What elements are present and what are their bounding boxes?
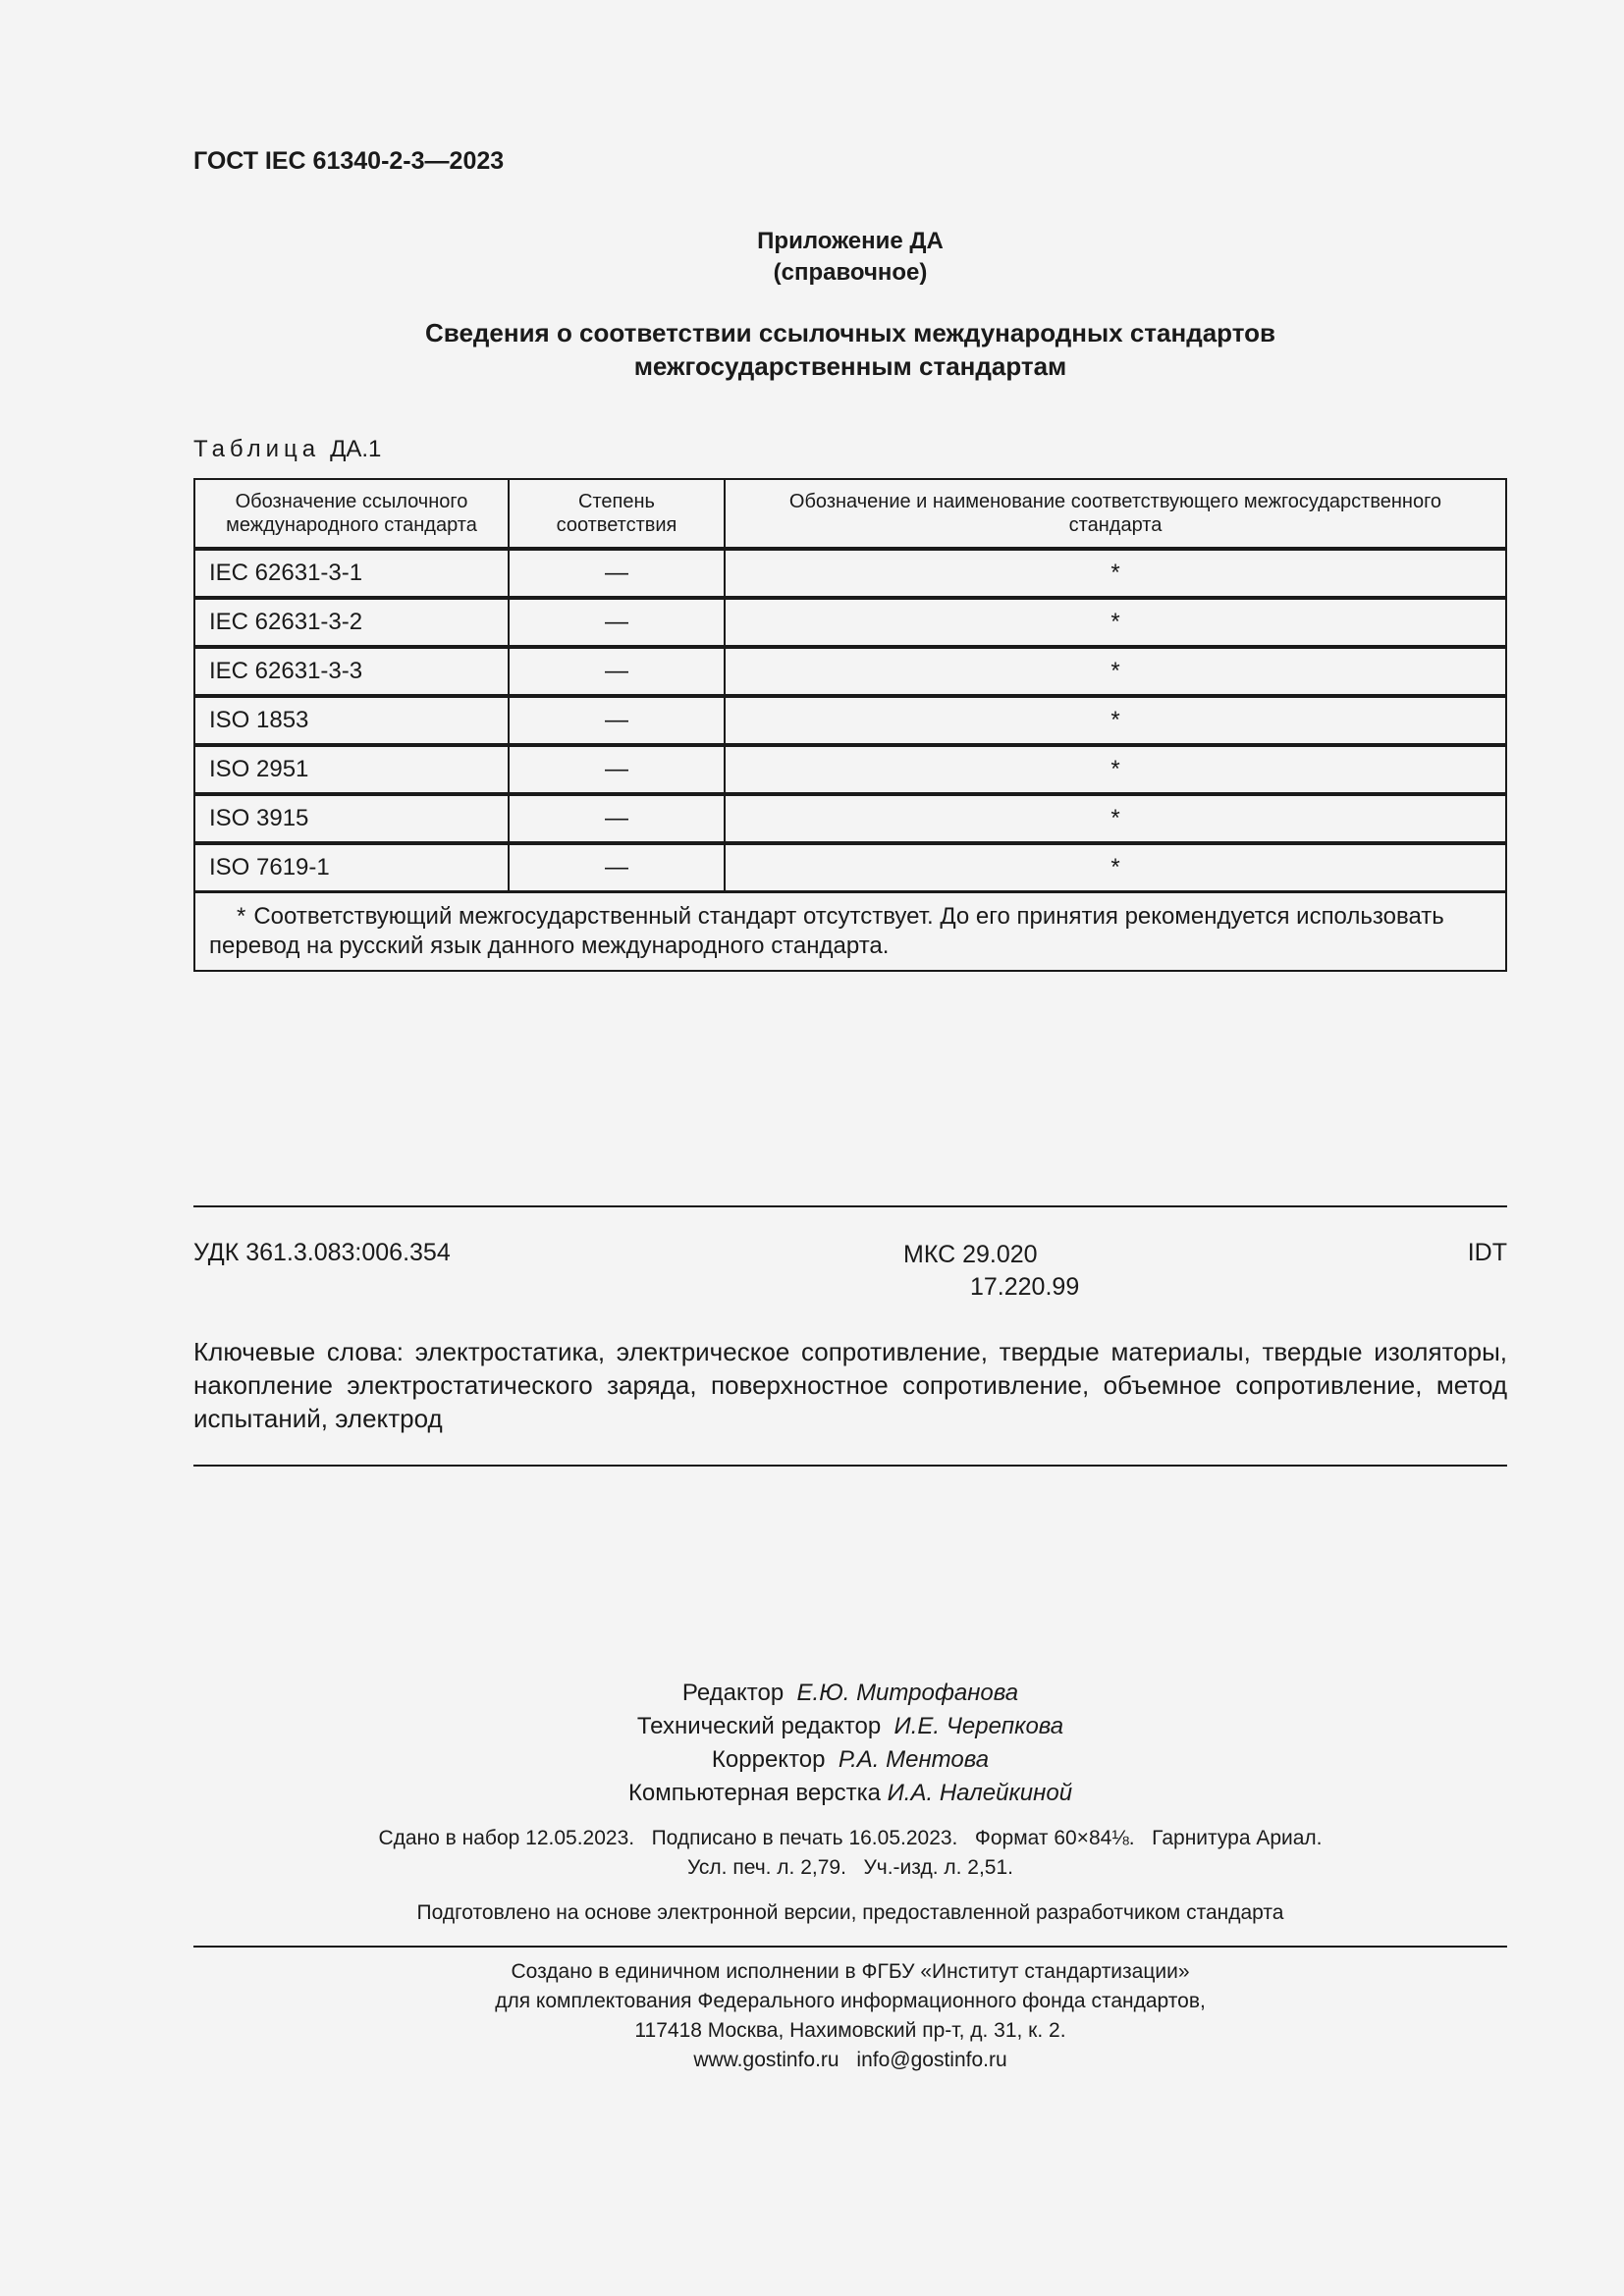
cell-ref: IEC 62631-3-3 [194, 647, 509, 696]
credit-layout-label: Компьютерная верстка [627, 1780, 881, 1806]
document-code: ГОСТ IEC 61340-2-3—2023 [193, 147, 505, 175]
header-ref [194, 479, 509, 549]
table-row [194, 549, 1506, 598]
created-line2: для комплектования Федерального информационного фонда стандартов, [495, 1990, 1206, 2012]
cell-degree: — [509, 549, 725, 598]
cell-ref: IEC 62631-3-1 [194, 549, 509, 598]
email-link[interactable]: info@gostinfo.ru [856, 2049, 1007, 2071]
credits [193, 1677, 1507, 1810]
credit-tech-editor-label: Технический редактор [636, 1713, 882, 1739]
table-row [194, 794, 1506, 843]
header-degree [509, 479, 725, 549]
imprint [193, 1824, 1507, 1883]
header-degree-line1: Степень [578, 491, 655, 512]
header-degree-line2: соответствия [556, 514, 677, 536]
table-row [194, 598, 1506, 647]
created-line1: Создано в единичном исполнении в ФГБУ «Институт стандартизации» [511, 1960, 1190, 1983]
cell-degree: — [509, 794, 725, 843]
header-ref-line2: международного стандарта [226, 514, 477, 536]
appendix-heading [193, 226, 1507, 289]
idt-label: IDT [1467, 1239, 1507, 1266]
cell-name: * [725, 696, 1506, 745]
table-row [194, 843, 1506, 892]
website-link[interactable]: www.gostinfo.ru [693, 2049, 839, 2071]
prepared-note: Подготовлено на основе электронной версии, предоставленной разработчиком стандарта [416, 1901, 1284, 1924]
table-label-word: Таблица [193, 436, 321, 462]
cell-ref: ISO 1853 [194, 696, 509, 745]
credit-editor-name: Е.Ю. Митрофанова [796, 1680, 1019, 1706]
credit-editor [193, 1677, 1507, 1710]
credit-tech-editor-name: И.Е. Черепкова [893, 1713, 1064, 1739]
credit-corrector-label: Корректор [711, 1746, 826, 1773]
credit-layout [193, 1777, 1507, 1810]
udk-code: УДК 361.3.083:006.354 [193, 1239, 451, 1266]
cell-name: * [725, 794, 1506, 843]
cell-name: * [725, 598, 1506, 647]
cell-degree: — [509, 843, 725, 892]
created-links [193, 2046, 1507, 2075]
header-name-line1: Обозначение и наименование соответствующего межгосударственного [788, 491, 1442, 512]
cell-degree: — [509, 598, 725, 647]
divider-top [193, 1205, 1507, 1207]
divider-bottom [193, 1946, 1507, 1948]
appendix-title [193, 316, 1507, 383]
note-asterisk: * [237, 903, 246, 930]
table-row [194, 745, 1506, 794]
mks-code-1: МКС 29.020 [903, 1241, 1038, 1268]
appendix-label: Приложение ДА [757, 228, 944, 254]
standards-table [193, 478, 1507, 972]
credit-layout-name: И.А. Налейкиной [887, 1780, 1073, 1806]
cell-degree: — [509, 745, 725, 794]
cell-ref: ISO 3915 [194, 794, 509, 843]
table-label [193, 436, 381, 463]
cell-ref: IEC 62631-3-2 [194, 598, 509, 647]
table-label-number: ДА.1 [330, 436, 382, 462]
header-name-line2: стандарта [1068, 514, 1163, 536]
table-note-line1 [209, 902, 1491, 932]
header-ref-line1: Обозначение ссылочного [235, 491, 468, 512]
note-text-line1: Соответствующий межгосударственный стандарт отсутствует. До его принятия рекомендуется использовать [253, 903, 1444, 930]
appendix-title-line2: межгосударственным стандартам [633, 351, 1067, 381]
cell-name: * [725, 647, 1506, 696]
keywords: Ключевые слова: электростатика, электрическое сопротивление, твердые материалы, твердые изоляторы, накопление электростатического заряда, поверхностное сопротивление, объемное сопротивление, метод испытаний, электрод [193, 1337, 1507, 1433]
credit-corrector [193, 1743, 1507, 1777]
table-row [194, 696, 1506, 745]
credit-corrector-name: Р.А. Ментова [838, 1746, 990, 1773]
table-note [194, 892, 1506, 972]
cell-ref: ISO 7619-1 [194, 843, 509, 892]
divider-keywords [193, 1465, 1507, 1467]
credit-tech-editor [193, 1710, 1507, 1743]
appendix-kind: (справочное) [773, 259, 928, 286]
note-text-line2: перевод на русский язык данного международного стандарта. [209, 933, 890, 959]
header-name [725, 479, 1506, 549]
cell-name: * [725, 745, 1506, 794]
cell-degree: — [509, 696, 725, 745]
cell-name: * [725, 843, 1506, 892]
table-header-row [194, 479, 1506, 549]
mks-code-2: 17.220.99 [970, 1273, 1080, 1301]
credit-editor-label: Редактор [681, 1680, 785, 1706]
mks-codes [903, 1239, 1079, 1304]
created-block [193, 1957, 1507, 2075]
cell-degree: — [509, 647, 725, 696]
cell-name: * [725, 549, 1506, 598]
table-row [194, 647, 1506, 696]
created-line3: 117418 Москва, Нахимовский пр-т, д. 31, к. 2. [634, 2019, 1066, 2042]
imprint-line1: Сдано в набор 12.05.2023. Подписано в печать 16.05.2023. Формат 60×84⅛. Гарнитура Ариал. [378, 1827, 1323, 1849]
imprint-line2: Усл. печ. л. 2,79. Уч.-изд. л. 2,51. [686, 1856, 1013, 1879]
cell-ref: ISO 2951 [194, 745, 509, 794]
appendix-title-line1: Сведения о соответствии ссылочных международных стандартов [425, 318, 1275, 347]
table-note-row [194, 892, 1506, 972]
